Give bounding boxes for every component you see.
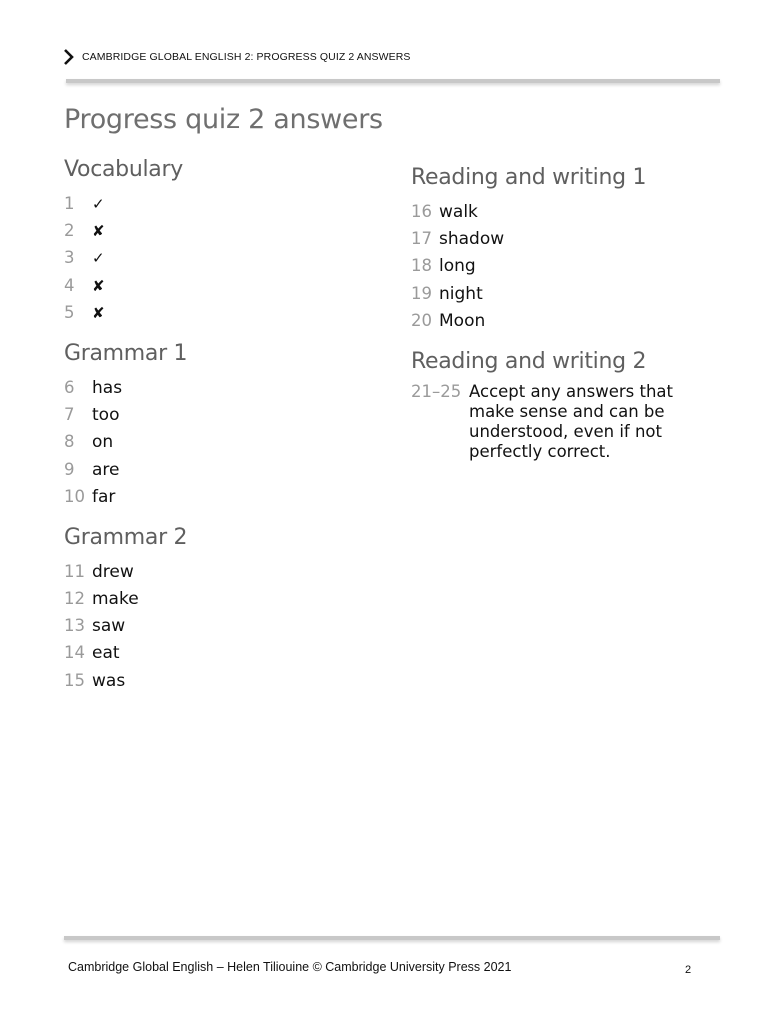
page-title: Progress quiz 2 answers: [64, 104, 383, 135]
answer-text: Accept any answers that make sense and can be understood, even if not perfectly correct.: [469, 381, 674, 461]
tick-mark: ✓: [92, 195, 105, 213]
question-number: 8: [64, 432, 75, 452]
page-number: 2: [685, 964, 692, 976]
question-number: 5: [64, 302, 75, 322]
question-number: 11: [64, 561, 85, 581]
question-number: 15: [64, 670, 85, 690]
question-number: 19: [411, 283, 432, 303]
section-vocabulary: [64, 156, 364, 326]
question-number: 6: [64, 377, 75, 397]
cross-mark: ✘: [92, 276, 105, 295]
answer-text: far: [92, 486, 116, 507]
answer-item: [64, 456, 364, 483]
answer-item: [411, 252, 711, 279]
answer-text: saw: [92, 616, 126, 637]
answer-item: [411, 382, 711, 462]
answer-item: [64, 612, 364, 639]
answer-item: [411, 280, 711, 307]
answer-item: [64, 272, 364, 299]
section-reading-writing-2: [411, 348, 711, 462]
answer-text: make: [92, 589, 139, 610]
question-number: 1: [64, 194, 75, 213]
right-column: [411, 164, 711, 476]
answer-item: [64, 639, 364, 666]
question-number: 10: [64, 486, 85, 506]
answer-item: [64, 299, 364, 326]
answer-text: too: [92, 405, 120, 426]
answer-item: [64, 190, 364, 217]
answer-text: night: [439, 283, 483, 304]
answer-text: Moon: [439, 310, 486, 331]
question-number: 7: [64, 405, 75, 425]
section-grammar-2: [64, 524, 364, 694]
running-title: CAMBRIDGE GLOBAL ENGLISH 2: PROGRESS QUIZ 2 ANSWERS: [82, 51, 411, 63]
answer-item: [64, 558, 364, 585]
answer-item: [411, 225, 711, 252]
question-number: 9: [64, 459, 75, 479]
tick-mark: ✓: [92, 249, 105, 268]
question-number: 20: [411, 310, 432, 330]
question-number: 16: [411, 202, 432, 221]
section-heading: Grammar 2: [64, 524, 188, 550]
answer-text: on: [92, 432, 114, 453]
left-column: [64, 156, 364, 708]
answer-text: was: [92, 670, 126, 691]
answer-text: shadow: [439, 229, 505, 250]
running-header: [62, 46, 411, 68]
question-number: 18: [411, 256, 432, 276]
answer-item: [64, 244, 364, 271]
header-divider: [66, 79, 720, 83]
question-number: 17: [411, 229, 432, 249]
answer-text: walk: [439, 202, 478, 222]
answer-item: [64, 428, 364, 455]
footer-copyright: Cambridge Global English – Helen Tiliouine © Cambridge University Press 2021: [68, 960, 512, 974]
chevron-right-icon: [62, 49, 76, 65]
section-heading: Vocabulary: [64, 157, 183, 182]
answer-text: drew: [92, 561, 134, 582]
answer-text: are: [92, 459, 120, 480]
answer-item: [64, 217, 364, 244]
answer-item: [64, 374, 364, 401]
answer-text: has: [92, 377, 123, 398]
question-number: 3: [64, 248, 75, 268]
cross-mark: ✘: [92, 222, 105, 241]
answer-item: [64, 483, 364, 510]
cross-mark: ✘: [92, 303, 105, 322]
question-number: 13: [64, 616, 85, 636]
question-number: 12: [64, 589, 85, 609]
answer-text: eat: [92, 643, 120, 664]
answer-item: [411, 307, 711, 334]
section-reading-writing-1: [411, 164, 711, 334]
question-number: 14: [64, 643, 85, 663]
answer-item: [64, 667, 364, 694]
footer-divider: [64, 936, 720, 940]
answer-item: [64, 585, 364, 612]
answer-text: long: [439, 256, 476, 277]
section-heading: Reading and writing 2: [411, 348, 647, 374]
question-number: 21–25: [411, 381, 462, 401]
question-number: 4: [64, 275, 75, 295]
section-grammar-1: [64, 340, 364, 510]
question-number: 2: [64, 221, 75, 241]
section-heading: Grammar 1: [64, 340, 188, 366]
answer-item: [411, 198, 711, 225]
section-heading: Reading and writing 1: [411, 165, 647, 190]
answer-item: [64, 401, 364, 428]
